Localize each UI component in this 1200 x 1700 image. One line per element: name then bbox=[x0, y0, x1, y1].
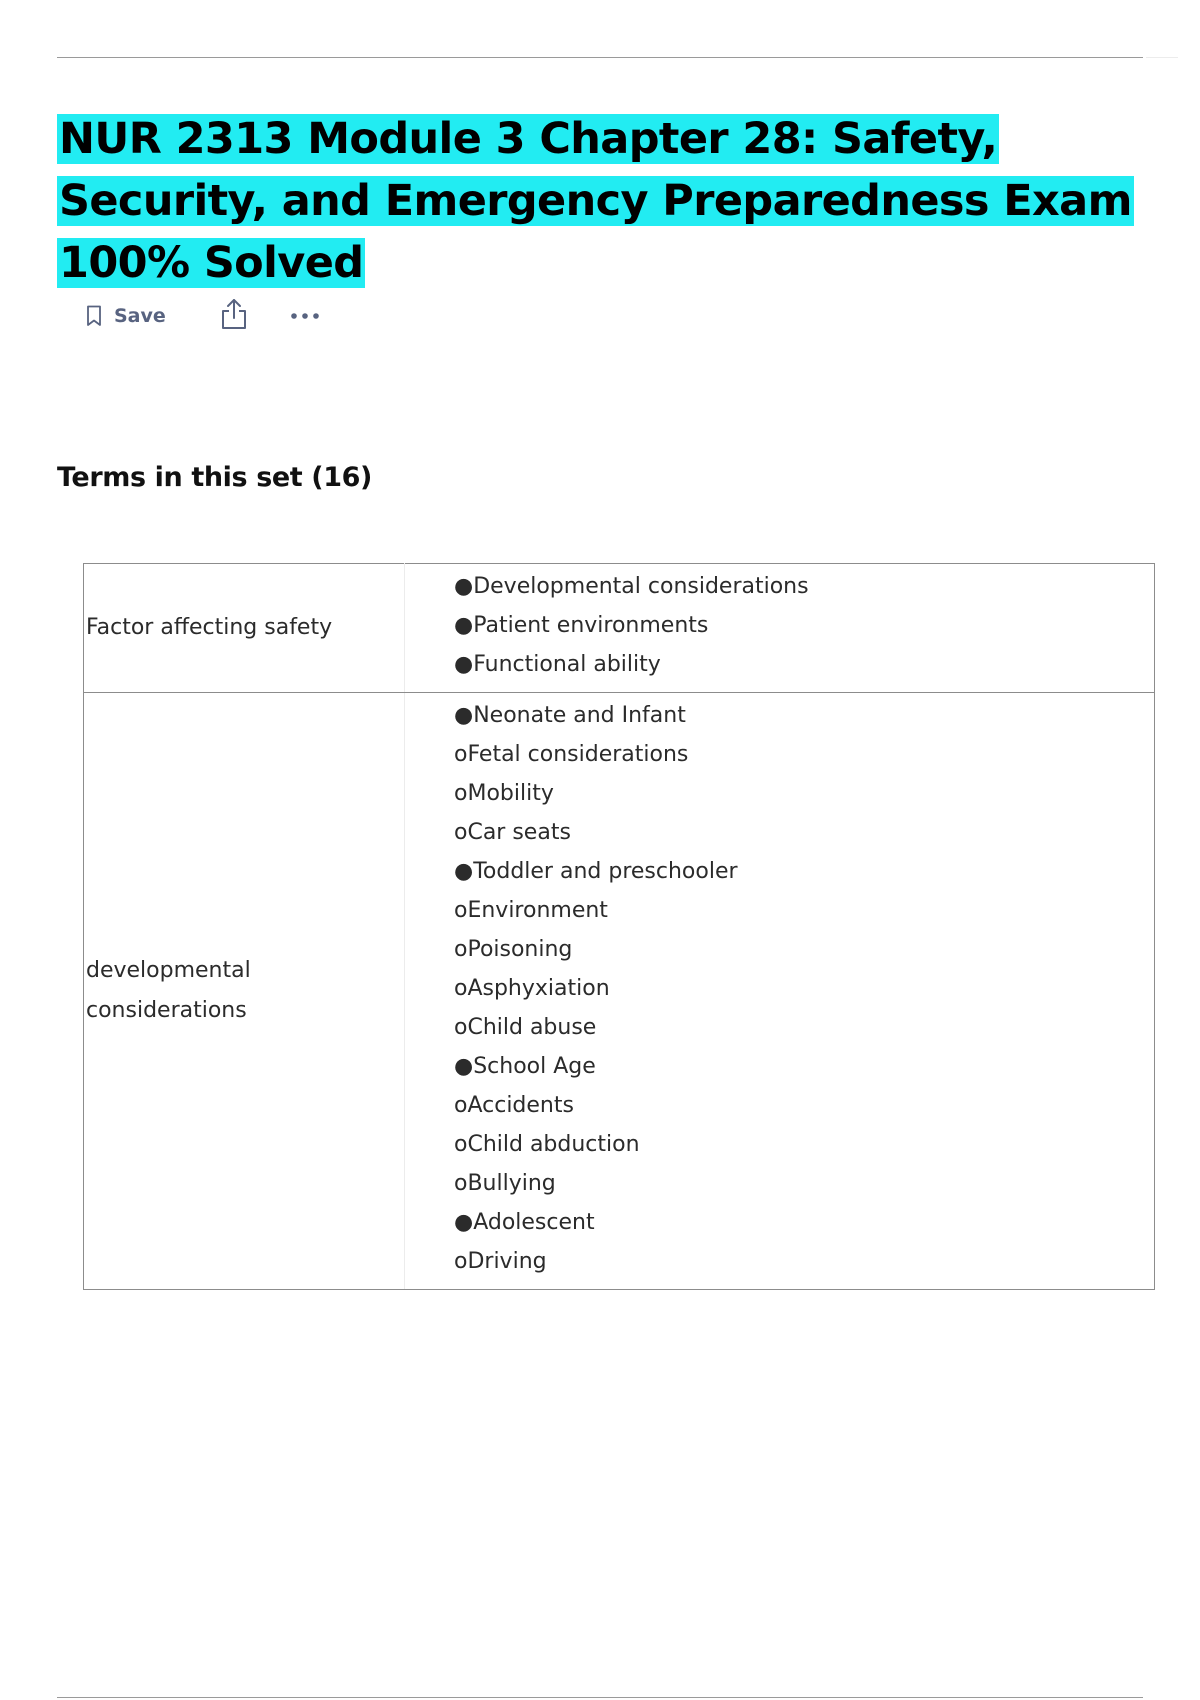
term-row bbox=[84, 693, 1155, 1290]
terms-heading: Terms in this set (16) bbox=[57, 462, 372, 493]
definition-line: ●School Age bbox=[454, 1054, 596, 1079]
top-divider bbox=[57, 57, 1143, 58]
definition-line: oDriving bbox=[454, 1249, 547, 1274]
more-options-button[interactable] bbox=[290, 307, 320, 325]
definition-line: ●Neonate and Infant bbox=[454, 703, 686, 728]
definition-line: ●Patient environments bbox=[454, 613, 709, 638]
definition-line: oAccidents bbox=[454, 1093, 574, 1118]
definition-line: oAsphyxiation bbox=[454, 976, 610, 1001]
action-bar bbox=[86, 296, 320, 336]
definition-cell bbox=[405, 693, 1155, 1290]
top-divider-tail bbox=[1146, 57, 1178, 58]
definition-line: ●Toddler and preschooler bbox=[454, 859, 738, 884]
bottom-divider bbox=[57, 1697, 1143, 1698]
term-text: developmental considerations bbox=[86, 958, 251, 1023]
definition-line: oBullying bbox=[454, 1171, 556, 1196]
definition-line: oPoisoning bbox=[454, 937, 573, 962]
share-button[interactable] bbox=[220, 298, 248, 335]
definition-line: ●Developmental considerations bbox=[454, 574, 809, 599]
page-title bbox=[57, 108, 1182, 294]
definition-line: oMobility bbox=[454, 781, 554, 806]
save-label: Save bbox=[114, 305, 166, 327]
share-icon bbox=[220, 298, 248, 335]
more-options-icon bbox=[290, 307, 320, 325]
definition-line: ●Functional ability bbox=[454, 652, 661, 677]
definition-line: oChild abduction bbox=[454, 1132, 640, 1157]
term-cell: Factor affecting safety bbox=[84, 564, 405, 693]
definition-line: oFetal considerations bbox=[454, 742, 689, 767]
definition-line: oCar seats bbox=[454, 820, 571, 845]
definition-line: oChild abuse bbox=[454, 1015, 597, 1040]
definition-line: ●Adolescent bbox=[454, 1210, 595, 1235]
definition-line: oEnvironment bbox=[454, 898, 608, 923]
page-title-text: NUR 2313 Module 3 Chapter 28: Safety, Security, and Emergency Preparedness Exam 100% Solved bbox=[59, 114, 1132, 288]
term-row bbox=[84, 564, 1155, 693]
save-button[interactable] bbox=[86, 305, 166, 327]
terms-table bbox=[83, 563, 1155, 1290]
definition-cell bbox=[405, 564, 1155, 693]
bookmark-icon bbox=[86, 305, 102, 327]
term-cell bbox=[84, 693, 405, 1290]
